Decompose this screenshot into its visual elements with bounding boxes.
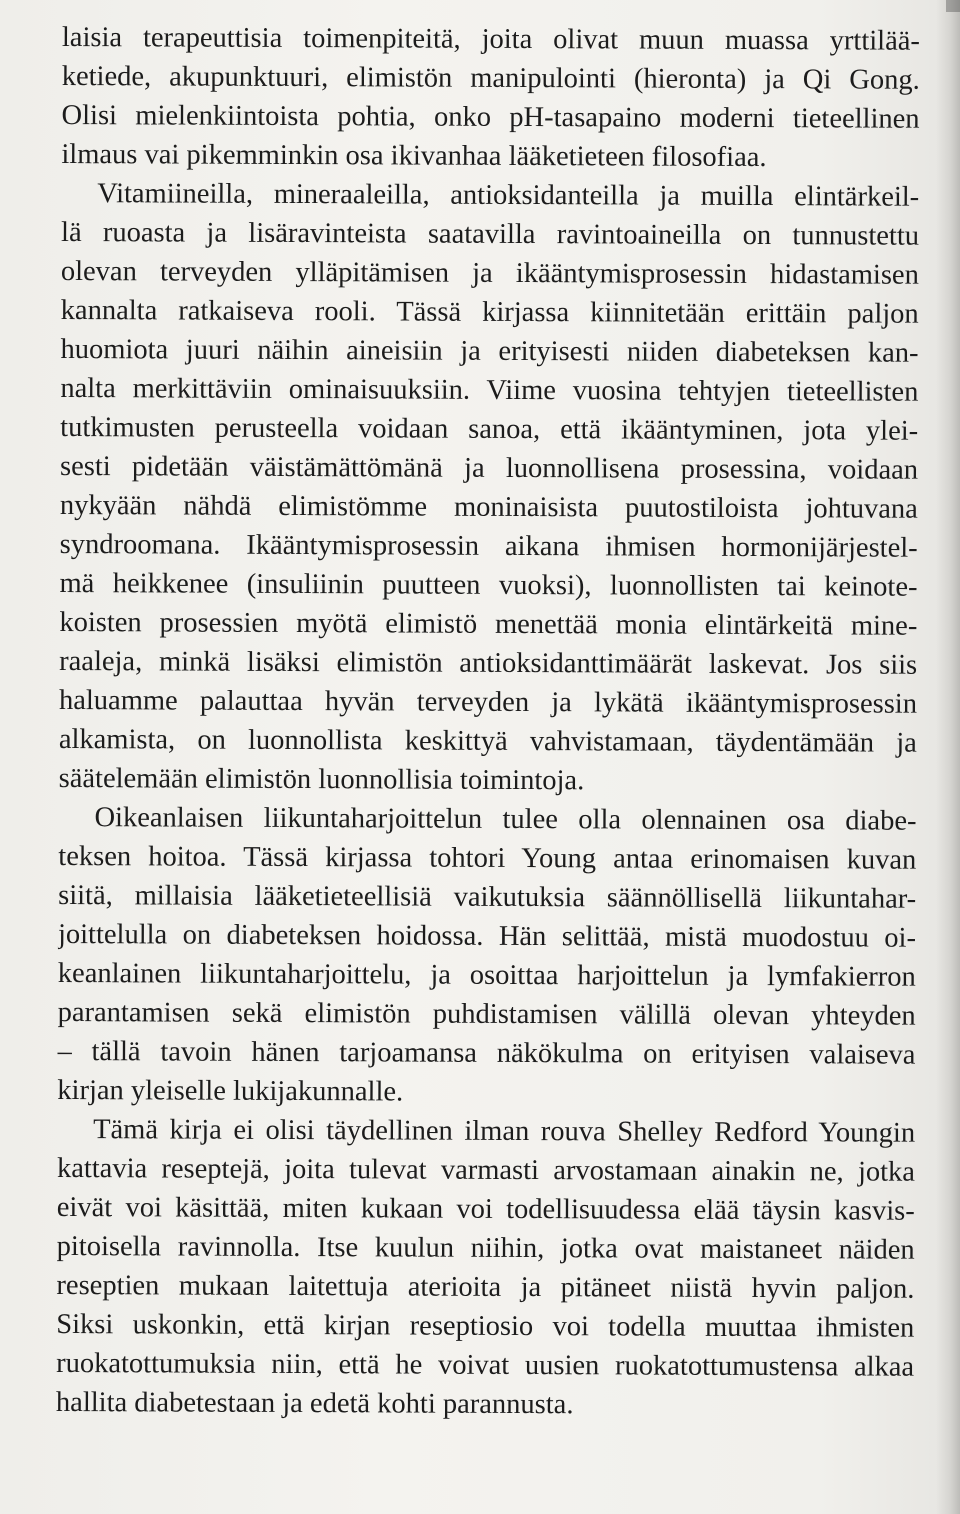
text-line: syndroomana. Ikääntymisprosessin aikana ihmisen hormonijärjestel- xyxy=(59,528,918,564)
text-line: lä ruoasta ja lisäravinteista saatavilla ravintoaineilla on tunnustettu xyxy=(60,216,920,252)
text-line: koisten prosessien myötä elimistö menettää monia elintärkeitä mine- xyxy=(59,606,918,642)
paragraph-2 xyxy=(59,174,920,802)
text-line: – tällä tavoin hänen tarjoamansa näkökulma on erityisen valaiseva xyxy=(57,1035,916,1071)
text-line: sesti pidetään väistämättömänä ja luonnollisena prosessina, voidaan xyxy=(59,450,919,486)
text-line: nalta merkittäviin ominaisuuksiin. Viime vuosina tehtyjen tieteellisten xyxy=(60,372,919,408)
text-line: kannalta ratkaiseva rooli. Tässä kirjassa kiinnitetään erittäin paljon xyxy=(60,294,919,330)
text-line: reseptien mukaan laitettuja aterioita ja pitäneet niistä hyvin paljon. xyxy=(56,1269,915,1305)
text-line: Vitamiineilla, mineraaleilla, antioksidanteilla ja muilla elintärkeil- xyxy=(97,178,920,213)
text-line: olevan terveyden ylläpitämisen ja ikääntymisprosessin hidastamisen xyxy=(60,255,919,291)
corner-mark xyxy=(946,0,960,12)
paragraph-1 xyxy=(61,18,920,178)
text-line: Tämä kirja ei olisi täydellinen ilman rouva Shelley Redford Youngin xyxy=(93,1114,916,1149)
text-line: pitoisella ravinnolla. Itse kuulun niihin, jotka ovat maistaneet näiden xyxy=(56,1230,915,1266)
body-text xyxy=(56,18,920,1426)
text-line: tutkimusten perusteella voidaan sanoa, että ikääntyminen, jota ylei- xyxy=(60,411,919,447)
text-line: Siksi uskonkin, että kirjan reseptiosio voi todella muuttaa ihmisten xyxy=(56,1308,915,1344)
text-line: mä heikkenee (insuliinin puutteen vuoksi), luonnollisten tai keinote- xyxy=(59,567,918,603)
page-edge-shadow xyxy=(936,0,960,1514)
text-line: nykyään nähdä elimistömme moninaisista puutostiloista johtuvana xyxy=(59,489,918,525)
text-line: ilmaus vai pikemminkin osa ikivanhaa lääketieteen filosofiaa. xyxy=(61,138,767,174)
text-line: säätelemään elimistön luonnollisia toimintoja. xyxy=(58,762,585,797)
text-line: haluamme palauttaa hyvän terveyden ja lykätä ikääntymisprosessin xyxy=(58,684,918,720)
paragraph-3 xyxy=(57,798,916,1114)
text-line: kirjan yleiselle lukijakunnalle. xyxy=(57,1074,404,1108)
text-line: siitä, millaisia lääketieteellisiä vaikutuksia säännöllisellä liikuntahar- xyxy=(58,879,917,915)
text-line: raaleja, minkä lisäksi elimistön antioksidanttimäärät laskevat. Jos siis xyxy=(59,645,918,681)
text-line: hallita diabetestaan ja edetä kohti parannusta. xyxy=(55,1386,574,1421)
text-line: parantamisen sekä elimistön puhdistamisen välillä olevan yhteyden xyxy=(57,996,916,1032)
text-line: ketiede, akupunktuuri, elimistön manipulointi (hieronta) ja Qi Gong. xyxy=(61,60,920,96)
text-line: teksen hoitoa. Tässä kirjassa tohtori Young antaa erinomaisen kuvan xyxy=(58,840,917,876)
text-line: Oikeanlaisen liikuntaharjoittelun tulee olla olennainen osa diabe- xyxy=(94,802,917,837)
text-line: alkamista, on luonnollista keskittyä vahvistamaan, täydentämään ja xyxy=(58,723,917,759)
text-line: Olisi mielenkiintoista pohtia, onko pH-tasapaino moderni tieteellinen xyxy=(61,99,920,135)
paragraph-4 xyxy=(56,1110,915,1426)
text-line: keanlainen liikuntaharjoittelu, ja osoittaa harjoittelun ja lymfakierron xyxy=(57,957,916,993)
text-line: huomiota juuri näihin aineisiin ja erityisesti niiden diabeteksen kan- xyxy=(60,333,919,369)
text-line: ruokatottumuksia niin, että he voivat uusien ruokatottumustensa alkaa xyxy=(56,1347,915,1383)
text-line: kattavia reseptejä, joita tulevat varmasti arvostamaan ainakin ne, jotka xyxy=(56,1152,916,1188)
text-line: laisia terapeuttisia toimenpiteitä, joita olivat muun muassa yrttilää- xyxy=(61,21,920,57)
text-line: eivät voi käsittää, miten kukaan voi todellisuudessa elää täysin kasvis- xyxy=(56,1191,915,1227)
text-line: joittelulla on diabeteksen hoidossa. Hän selittää, mistä muodostuu oi- xyxy=(57,918,917,954)
